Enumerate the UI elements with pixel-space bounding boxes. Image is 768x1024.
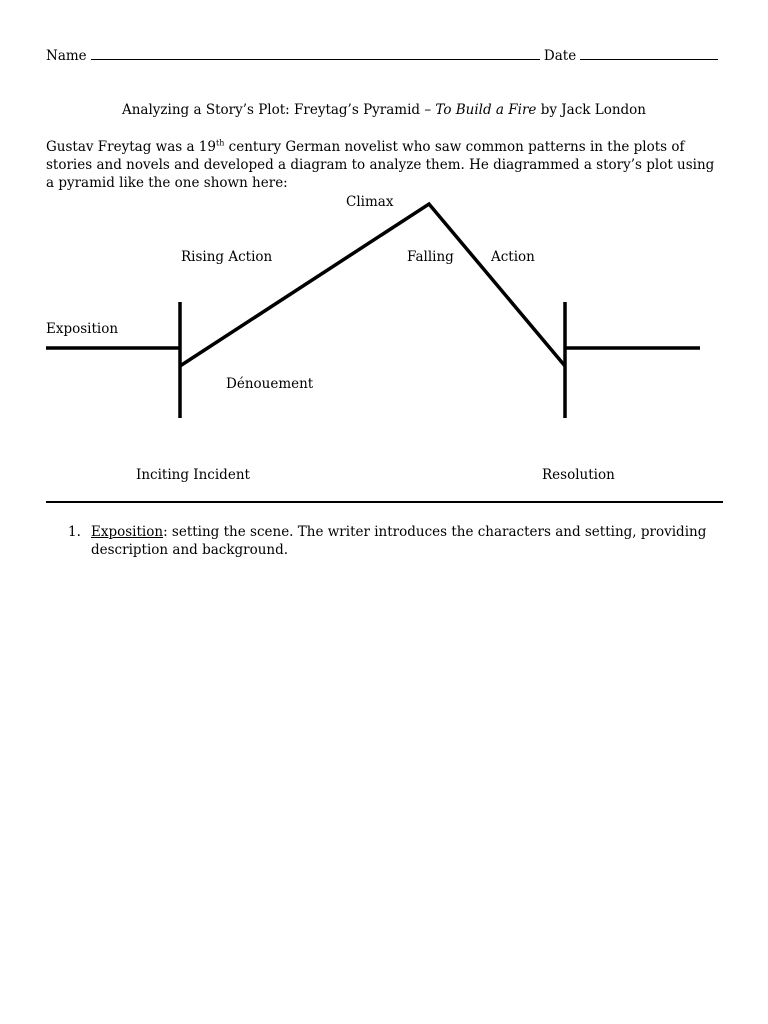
title-suffix: by Jack London — [536, 102, 647, 118]
resolution-label: Resolution — [542, 467, 615, 483]
action-label: Action — [491, 249, 535, 265]
list-item-number: 1. — [68, 524, 81, 540]
list-item-term: Exposition — [91, 524, 164, 540]
freytag-pyramid-diagram — [0, 0, 768, 500]
denouement-label: Dénouement — [226, 376, 314, 392]
title-prefix: Analyzing a Story’s Plot: Freytag’s Pyramid – — [121, 102, 436, 118]
title-work: To Build a Fire — [435, 102, 537, 118]
falling-label: Falling — [407, 249, 454, 265]
intro-part1: Gustav Freytag was a 19 — [46, 139, 216, 155]
list-item — [68, 523, 708, 559]
pyramid-line — [180, 204, 565, 366]
inciting-incident-label: Inciting Incident — [136, 467, 250, 483]
intro-part2: century German novelist who saw common patterns in the plots of stories and novels and developed a diagram to analyze them. He diagrammed a story’s plot using a pyramid like the one shown here: — [46, 139, 715, 191]
name-label: Name — [46, 48, 87, 64]
rising-action-label: Rising Action — [181, 249, 273, 265]
climax-label: Climax — [346, 194, 394, 210]
exposition-label: Exposition — [46, 321, 119, 337]
section-divider — [46, 501, 723, 503]
date-label: Date — [543, 48, 577, 64]
intro-superscript: th — [215, 138, 225, 148]
list-item-text: : setting the scene. The writer introduces the characters and setting, providing description and background. — [91, 524, 707, 558]
list-item-body — [91, 523, 708, 559]
